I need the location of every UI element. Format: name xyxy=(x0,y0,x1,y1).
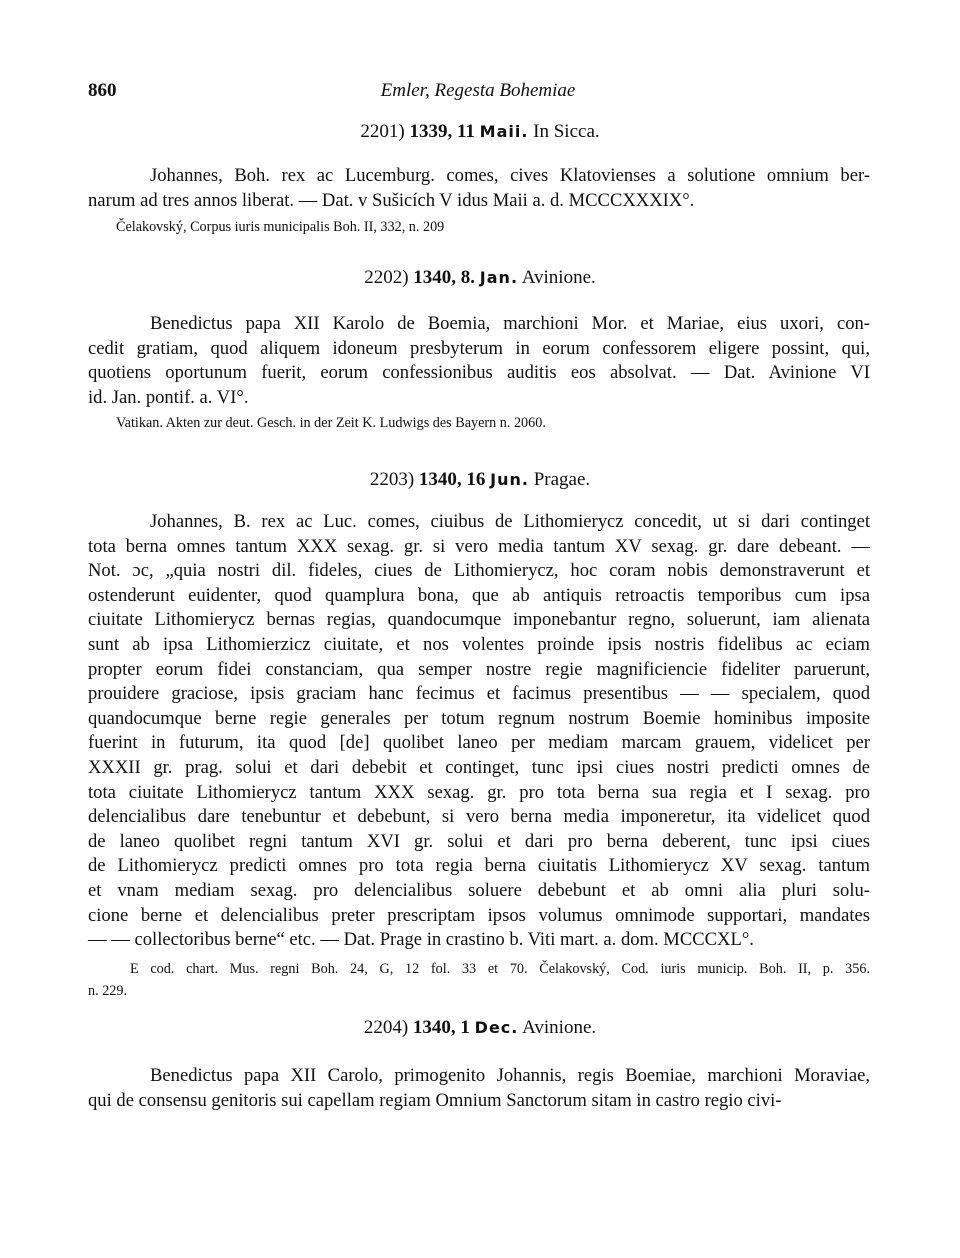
entry-year: 1340, xyxy=(418,469,462,490)
entry-year: 1340, xyxy=(413,267,457,288)
text-line: delencialibus dare tenebuntur et debebunt, si vero berna media imponeretur, ita videlicet quod xyxy=(88,806,870,828)
entry-month: Jan. xyxy=(479,268,519,287)
entry-text-2204 xyxy=(88,1064,870,1113)
entry-text-2203 xyxy=(88,510,870,953)
entry-place: Pragae. xyxy=(533,469,591,490)
entry-source-2203 xyxy=(88,958,870,1002)
text-line: Johannes, Boh. rex ac Lucemburg. comes, cives Klatovienses a solutione omnium ber- xyxy=(150,165,870,186)
text-line: tota ciuitate Lithomierycz tantum XXX sexag. gr. pro tota berna sua regia et I sexag. pro xyxy=(88,781,870,803)
text-line: cione berne et delencialibus preter prescriptam ipsos volumus omnimode supportari, mandates xyxy=(88,904,870,926)
running-title: Emler, Regesta Bohemiae xyxy=(380,80,576,101)
entry-day: 11 xyxy=(456,121,475,142)
entry-heading-2204 xyxy=(0,1016,960,1040)
entry-day: 8. xyxy=(460,267,476,288)
entry-source-2201 xyxy=(88,216,870,238)
text-line: Benedictus papa XII Carolo, primogenito Johannis, regis Boemiae, marchioni Moraviae, xyxy=(150,1065,870,1086)
text-line: — — collectoribus berne“ etc. — Dat. Prage in crastino b. Viti mart. a. dom. MCCCXL°. xyxy=(88,929,754,951)
text-line: XXXII gr. prag. solui et dari debebit et continget, tunc ipsi ciues nostri predicti omnes de xyxy=(88,756,870,778)
source-line: Vatikan. Akten zur deut. Gesch. in der Zeit K. Ludwigs des Bayern n. 2060. xyxy=(116,415,546,431)
entry-year: 1340, xyxy=(412,1017,456,1038)
page-header xyxy=(88,80,868,108)
entry-text-2201 xyxy=(88,164,870,213)
entry-day: 1 xyxy=(460,1017,470,1038)
entry-place: Avinione. xyxy=(521,267,596,288)
source-line: n. 229. xyxy=(88,983,128,999)
entry-heading-2201 xyxy=(0,120,960,144)
source-line: Čelakovský, Corpus iuris municipalis Boh. II, 332, n. 209 xyxy=(116,219,445,235)
text-line: de laneo quolibet regni tantum XVI gr. solui et dari pro berna deberent, tunc ipsi ciues xyxy=(88,830,870,852)
entry-year: 1339, xyxy=(409,121,453,142)
page-number: 860 xyxy=(88,80,117,101)
text-line: ciuitate Lithomierycz bernas regias, quandocumque imponebantur regno, soluerunt, iam alienata xyxy=(88,609,870,631)
text-line: cedit gratiam, quod aliquem idoneum presbyterum in eorum confessorem eligere possint, qui, xyxy=(88,337,870,359)
entry-source-2202 xyxy=(88,412,870,434)
text-line: sunt ab ipsa Lithomierzicz ciuitate, et nos volentes proinde ipsis nostris fidelibus ac eciam xyxy=(88,633,870,655)
entry-month: Jun. xyxy=(490,470,529,489)
text-line: quotiens oportunum fuerit, eorum confessionibus auditis eos absolvat. — Dat. Avinione VI xyxy=(88,362,870,384)
text-line: de Lithomierycz predicti omnes pro tota regia berna ciuitatis Lithomierycz XV sexag. tantum xyxy=(88,855,870,877)
entry-number: 2202) xyxy=(364,267,409,288)
text-line: Benedictus papa XII Karolo de Boemia, marchioni Mor. et Mariae, eius uxori, con- xyxy=(150,313,870,334)
entry-place: Avinione. xyxy=(522,1017,597,1038)
text-line: narum ad tres annos liberat. — Dat. v Sušicích V idus Maii a. d. MCCCXXXIX°. xyxy=(88,189,695,211)
entry-month: Dec. xyxy=(474,1018,519,1037)
text-line: Not. ɔc, „quia nostri dil. fideles, ciues de Lithomierycz, hoc coram nobis demonstraverunt et xyxy=(88,560,870,582)
entry-number: 2201) xyxy=(360,121,405,142)
text-line: fuerint in futurum, ita quod [de] quolibet laneo per mediam marcam grauem, videlicet per xyxy=(88,732,870,754)
text-line: Johannes, B. rex ac Luc. comes, ciuibus de Lithomierycz concedit, ut si dari continget xyxy=(150,511,870,532)
text-line: propter eorum fidei constanciam, qua semper nostre regie magnificiencie fideliter paruerunt, xyxy=(88,658,870,680)
entry-text-2202 xyxy=(88,312,870,410)
text-line: prouidere graciose, ipsis graciam hanc fecimus et facimus presentibus — — specialem, quod xyxy=(88,683,870,705)
text-line: id. Jan. pontif. a. VI°. xyxy=(88,386,249,408)
text-line: qui de consensu genitoris sui capellam regiam Omnium Sanctorum sitam in castro regio civi- xyxy=(88,1089,782,1111)
entry-day: 16 xyxy=(466,469,486,490)
entry-number: 2203) xyxy=(369,469,415,490)
entry-number: 2204) xyxy=(363,1017,409,1038)
text-line: ostenderunt euidenter, quod quamplura bona, que ab antiquis retroactis temporibus cum ipsa xyxy=(88,584,870,606)
text-line: tota berna omnes tantum XXX sexag. gr. si vero media tantum XV sexag. gr. dare debeant. — xyxy=(88,535,870,557)
entry-place: In Sicca. xyxy=(533,121,600,142)
entry-month: Maii. xyxy=(479,122,529,141)
text-line: quandocumque berne regie generales per totum regnum nostrum Boemie hominibus imposite xyxy=(88,707,870,729)
entry-heading-2203 xyxy=(0,468,960,492)
source-line: E cod. chart. Mus. regni Boh. 24, G, 12 fol. 33 et 70. Čelakovský, Cod. iuris municip. Boh. II, p. 356. xyxy=(130,961,870,977)
entry-heading-2202 xyxy=(0,266,960,290)
text-line: et vnam mediam sexag. pro delencialibus soluere debebunt et ab omni alia pluri solu- xyxy=(88,879,870,901)
